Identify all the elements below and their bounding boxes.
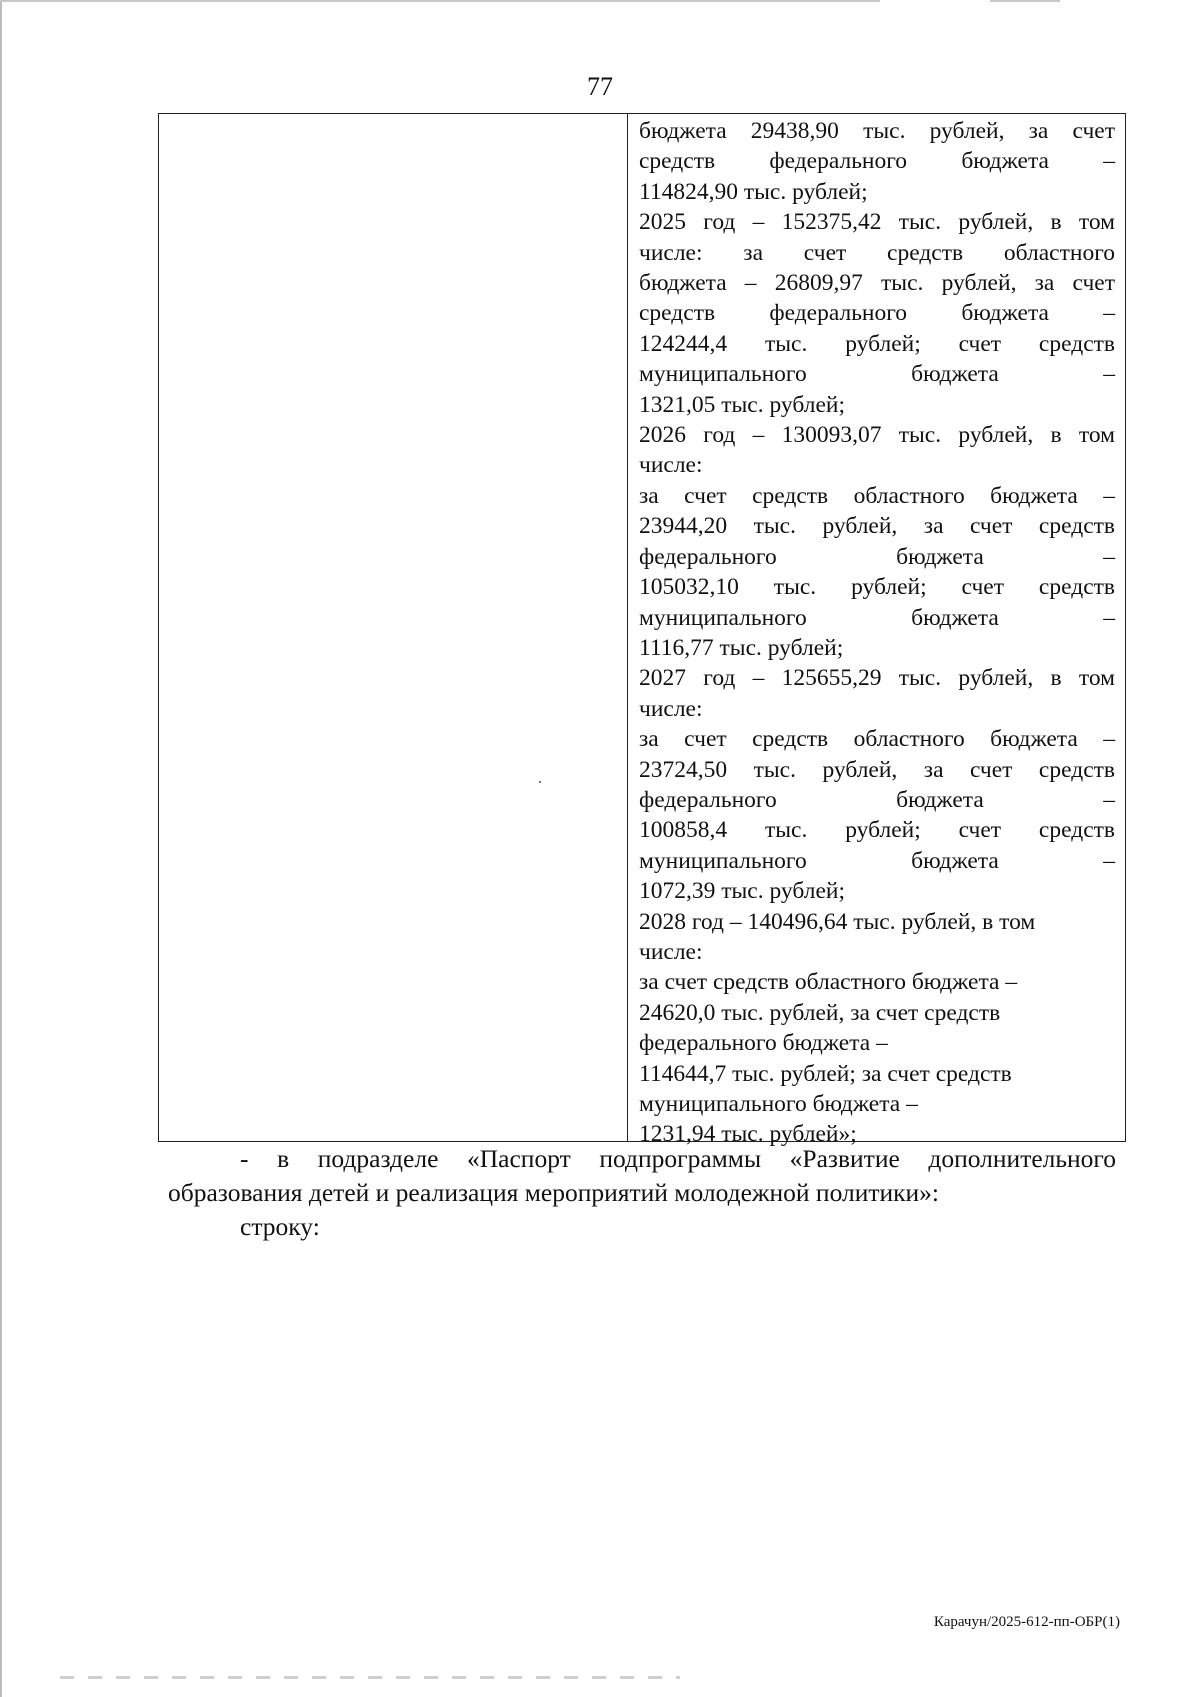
table-cell-line: 100858,4 тыс. рублей; счет средств — [639, 817, 1115, 844]
table-cell-line: за счет средств областного бюджета – — [639, 969, 1018, 996]
table-cell-line: числе: — [639, 695, 703, 722]
table-cell-line: средств федерального бюджета – — [639, 148, 1115, 175]
scan-edge-bottom — [60, 1676, 680, 1679]
budget-table — [158, 113, 1126, 1148]
table-right-cell — [628, 114, 1125, 1148]
table-cell-line: 1321,05 тыс. рублей; — [639, 391, 846, 418]
table-cell-line: муниципального бюджета – — [639, 847, 1115, 874]
table-cell-line: 23724,50 тыс. рублей, за счет средств — [639, 756, 1115, 783]
document-code: Карачун/2025-612-пп-ОБР(1) — [933, 1614, 1120, 1630]
table-cell-line: за счет средств областного бюджета – — [639, 726, 1115, 753]
table-cell-line: 24620,0 тыс. рублей, за счет средств — [639, 999, 1001, 1026]
table-cell-line: средств федерального бюджета – — [639, 300, 1115, 327]
table-cell-line: 2025 год – 152375,42 тыс. рублей, в том — [639, 209, 1115, 236]
body-paragraph — [168, 1142, 1116, 1244]
body-line: строку: — [240, 1212, 320, 1241]
table-cell-line: 105032,10 тыс. рублей; счет средств — [639, 574, 1115, 601]
table-cell-line: 2026 год – 130093,07 тыс. рублей, в том — [639, 422, 1115, 449]
table-cell-line: 2028 год – 140496,64 тыс. рублей, в том — [639, 908, 1036, 935]
table-cell-line: 124244,4 тыс. рублей; счет средств — [639, 330, 1115, 357]
body-line: - в подразделе «Паспорт подпрограммы «Развитие дополнительного — [240, 1144, 1116, 1173]
table-cell-line: числе: за счет средств областного — [639, 239, 1115, 266]
table-cell-line: за счет средств областного бюджета – — [639, 482, 1115, 509]
table-cell-line: 114824,90 тыс. рублей; — [639, 178, 868, 205]
body-line: образования детей и реализация мероприятий молодежной политики»: — [168, 1178, 940, 1207]
scan-speck — [539, 781, 541, 783]
table-cell-line: федерального бюджета – — [639, 786, 1115, 813]
table-cell-line: федерального бюджета – — [639, 543, 1115, 570]
table-cell-line: муниципального бюджета – — [639, 361, 1115, 388]
table-cell-line: бюджета 29438,90 тыс. рублей, за счет — [639, 118, 1115, 144]
table-cell-line: 1116,77 тыс. рублей; — [639, 634, 844, 661]
table-cell-line: 23944,20 тыс. рублей, за счет средств — [639, 513, 1115, 540]
table-cell-line: муниципального бюджета – — [639, 604, 1115, 631]
table-cell-line: 114644,7 тыс. рублей; за счет средств — [639, 1060, 1012, 1087]
table-cell-line: числе: — [639, 938, 703, 965]
table-cell-line: числе: — [639, 452, 703, 479]
scan-edge-left — [0, 0, 2, 1697]
table-cell-line: 2027 год – 125655,29 тыс. рублей, в том — [639, 665, 1115, 692]
scan-edge-top-right — [990, 0, 1060, 2]
table-cell-line: 1072,39 тыс. рублей; — [639, 878, 846, 905]
table-left-cell — [159, 114, 628, 1141]
table-cell-line: федерального бюджета – — [639, 1030, 888, 1057]
scan-edge-top — [0, 0, 880, 2]
table-cell-line: бюджета – 26809,97 тыс. рублей, за счет — [639, 270, 1115, 297]
page-number: 77 — [587, 72, 613, 101]
table-cell-line: муниципального бюджета – — [639, 1091, 918, 1117]
table-cell-line: 1231,94 тыс. рублей»; — [639, 1121, 857, 1148]
